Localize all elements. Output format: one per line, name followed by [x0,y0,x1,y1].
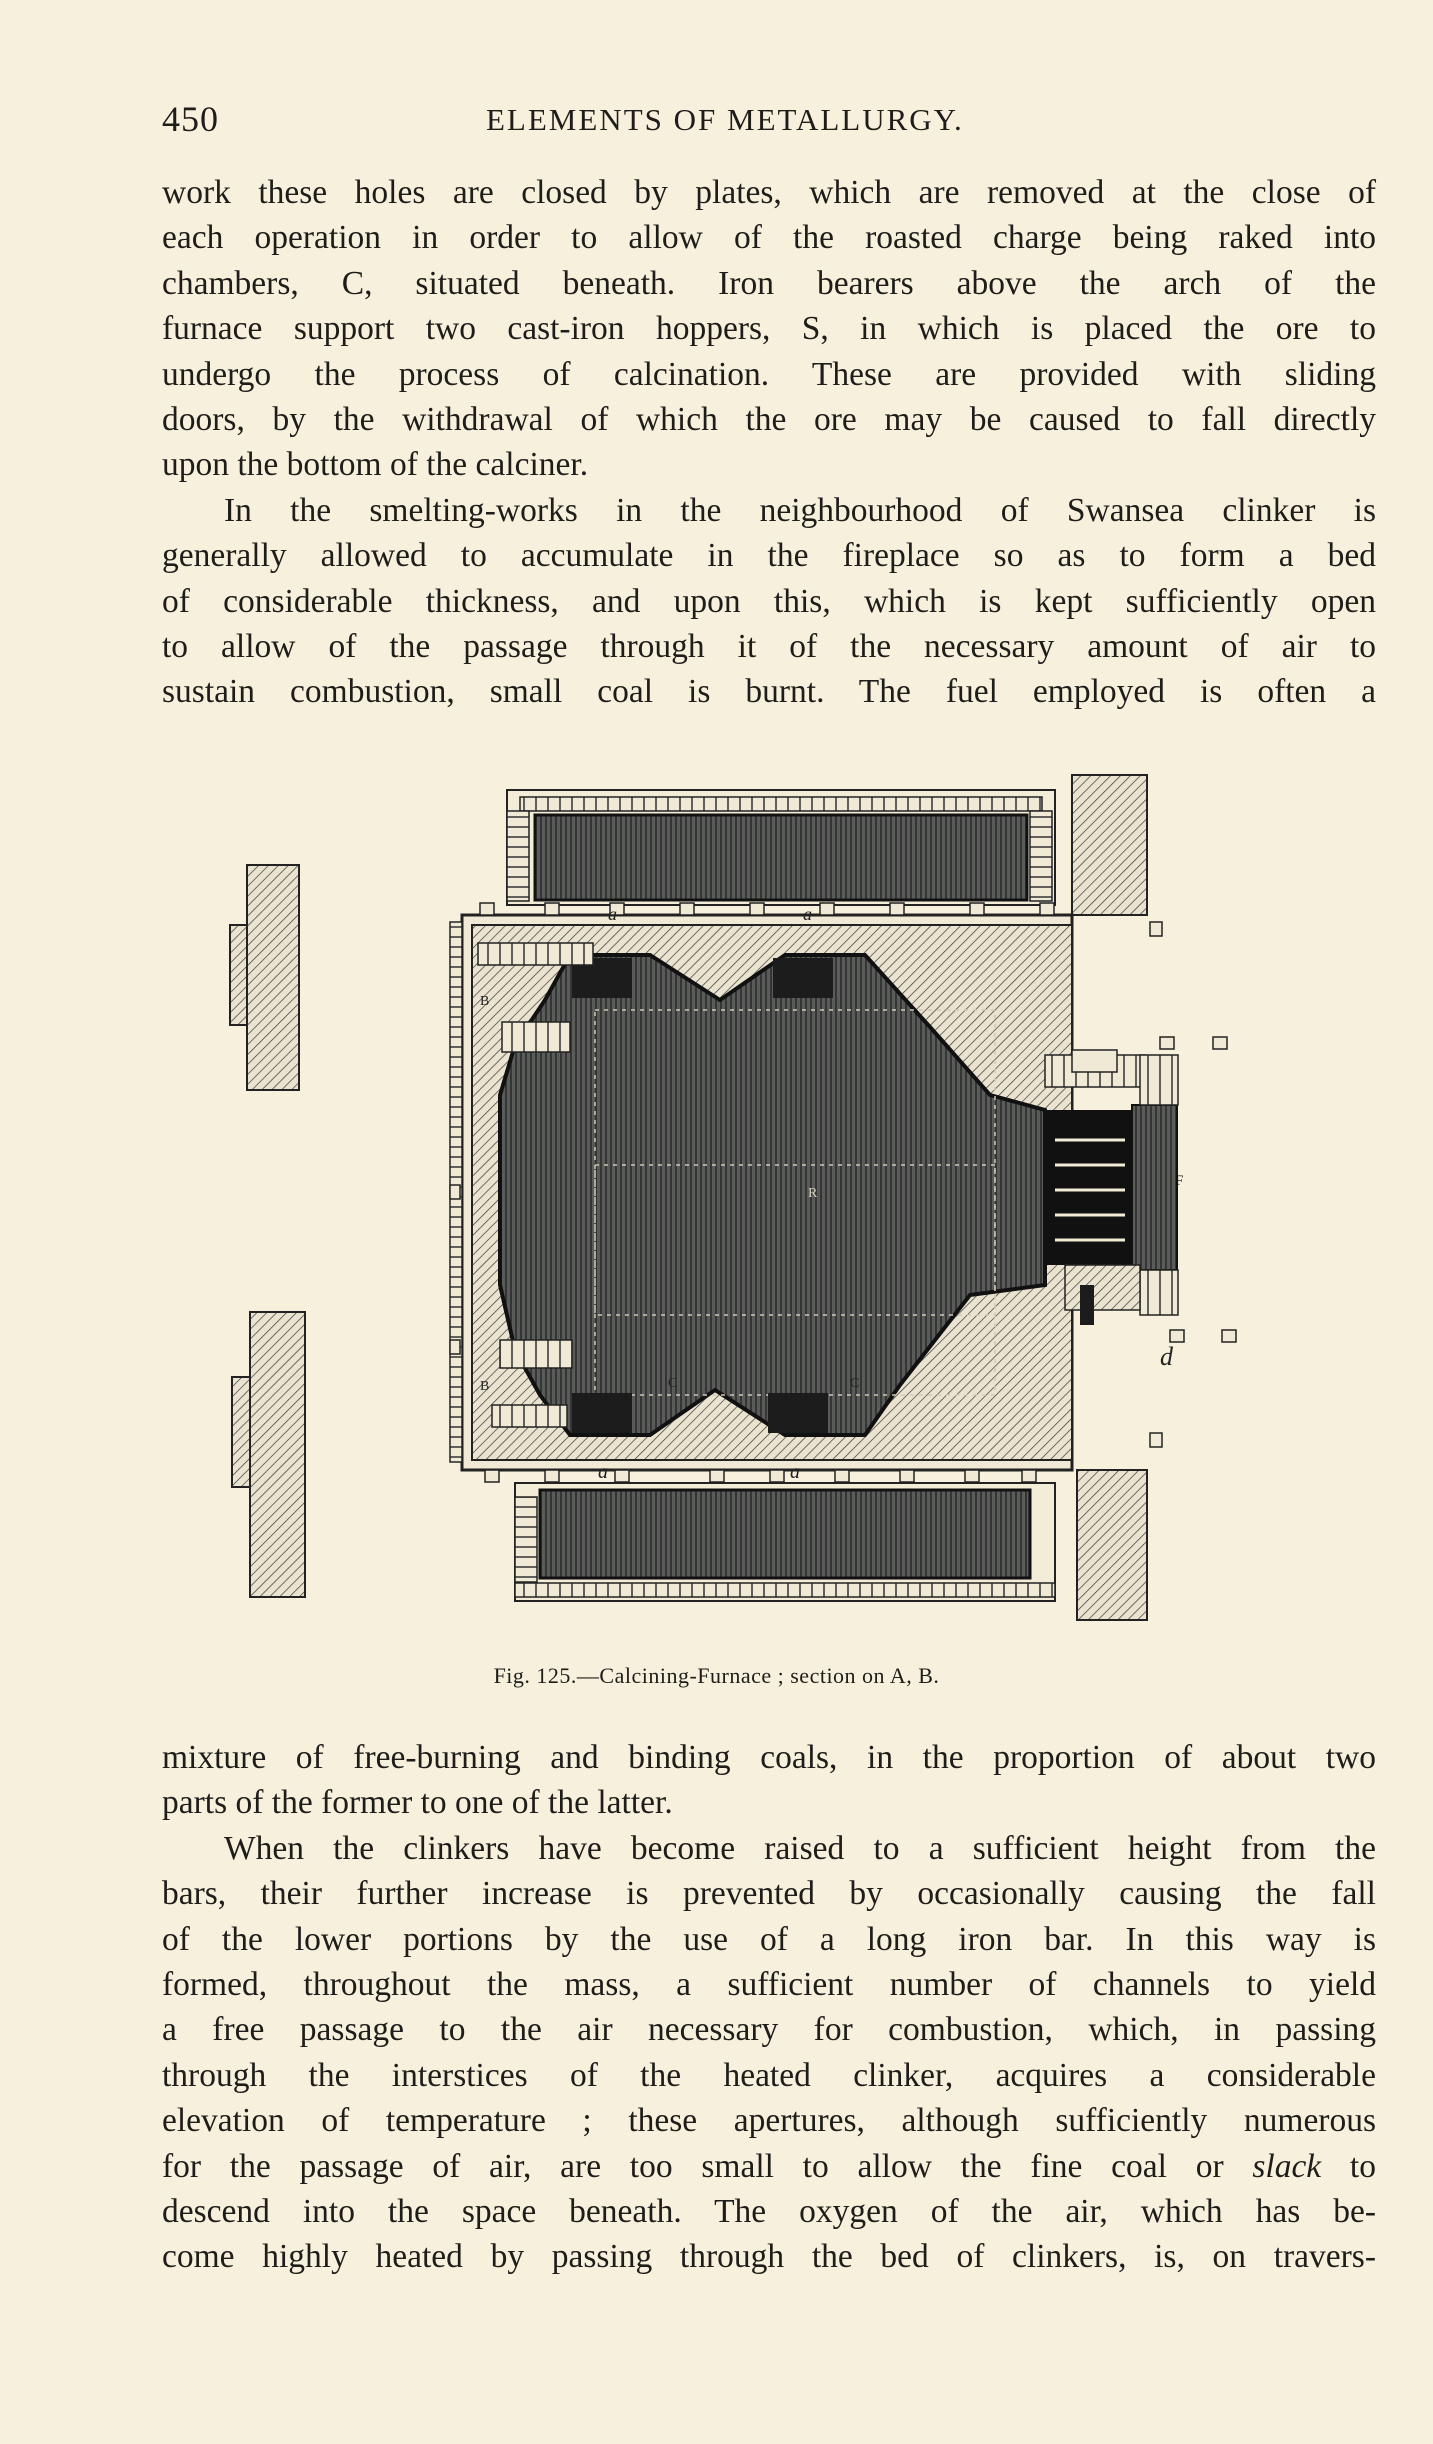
text-line: of the lower portions by the use of a long iron bar. In this way is [162,1920,1376,1958]
text-block-bottom [162,1735,1376,2280]
running-title: ELEMENTS OF METALLURGY. [486,102,964,137]
hopper-bottom-left [572,1393,632,1433]
text-line: upon the bottom of the calciner. [162,446,589,484]
top-chamber [507,790,1055,905]
hopper-bottom-right [768,1393,828,1433]
paragraph [162,488,1376,715]
text-line: each operation in order to allow of the roasted charge being raked into [162,219,1376,257]
right-wall-lower [1077,1470,1147,1620]
italic-term: slack [1252,2147,1322,2185]
label-r: R [808,1186,818,1201]
paragraph [162,1735,1376,1826]
text-line: elevation of temperature ; these apertures, although sufficiently numerous [162,2102,1376,2140]
text-line: work these holes are closed by plates, which are removed at the close of [162,174,1376,211]
furnace-body [450,915,1072,1470]
text-line: generally allowed to accumulate in the fireplace so as to form a bed [162,537,1376,575]
text-line: through the interstices of the heated clinker, acquires a considerable [162,2056,1376,2094]
label-c-left: C [668,1376,678,1391]
text-line: a free passage to the air necessary for combustion, which, in passing [162,2011,1376,2049]
label-b-top: B [480,994,490,1009]
text-line: for the passage of air, are too small to allow the fine coal or slack to [162,2147,1376,2185]
label-a-right: a [790,1461,800,1483]
label-f: F [1175,1173,1184,1189]
label-a-top-left: a [608,904,617,924]
text-line: come highly heated by passing through the bed of clinkers, is, on travers- [162,2238,1376,2276]
text-line: undergo the process of calcination. These are provided with sliding [162,355,1376,393]
text-line: mixture of free-burning and binding coals, in the proportion of about two [162,1739,1376,1776]
text-line: sustain combustion, small coal is burnt. The fuel employed is often a [162,673,1376,711]
text-line: parts of the former to one of the latter. [162,1784,673,1822]
paragraph [162,170,1376,488]
text-line: furnace support two cast-iron hoppers, S, in which is placed the ore to [162,310,1376,348]
label-c-right: C [850,1376,860,1391]
label-d: d [1160,1342,1173,1371]
left-wall-fragment-top [230,865,299,1090]
bottom-chamber [515,1483,1055,1601]
text-line: doors, by the withdrawal of which the ore may be caused to fall directly [162,401,1376,439]
text-line: descend into the space beneath. The oxygen of the air, which has be- [162,2193,1376,2231]
text-line: In the smelting-works in the neighbourhood of Swansea clinker is [224,491,1376,529]
hopper-top-right [773,958,833,998]
label-a-top-right: a [803,904,812,924]
paragraph [162,1826,1376,2280]
text-line: to allow of the passage through it of the necessary amount of air to [162,628,1376,666]
figure-caption: Fig. 125.—Calcining-Furnace ; section on A, B. [493,1663,940,1688]
text-line: formed, throughout the mass, a sufficient number of channels to yield [162,1966,1376,2004]
text-line: bars, their further increase is prevented by occasionally causing the fall [162,1875,1376,1913]
label-b-bottom: B [480,1379,490,1394]
page-number: 450 [162,99,219,139]
text-block-top [162,170,1376,715]
label-a-left: a [598,1461,608,1483]
left-wall-fragment-bottom [232,1312,305,1597]
text-line: When the clinkers have become raised to a sufficient height from the [224,1829,1376,1867]
calcining-furnace-figure [210,765,1320,1645]
right-wall-upper [1072,775,1147,915]
text-line: chambers, C, situated beneath. Iron bearers above the arch of the [162,264,1376,302]
text-line: of considerable thickness, and upon this, which is kept sufficiently open [162,582,1376,620]
